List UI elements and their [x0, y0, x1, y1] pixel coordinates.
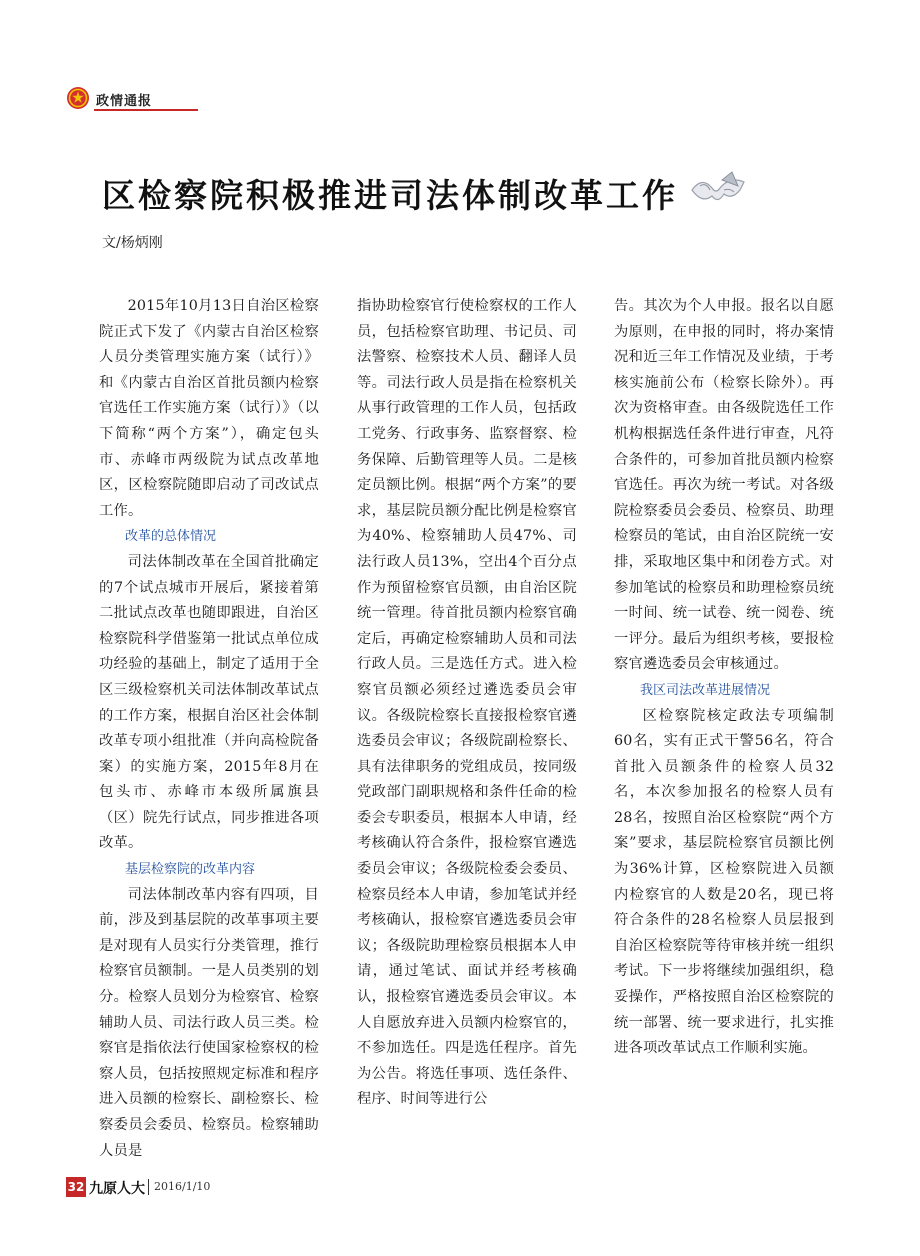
issue-date: 2016/1/10	[154, 1180, 211, 1193]
paragraph: 2015年10月13日自治区检察院正式下发了《内蒙古自治区检察人员分类管理实施方案（试行）》和《内蒙古自治区首批员额内检察官选任工作实施方案（试行）》（以下简称“两个方案”），确定包头市、赤峰市两级院为试点改革地区，区检察院随即启动了司改试点工作。	[99, 298, 319, 519]
article-byline: 文/杨炳刚	[102, 235, 163, 251]
header-rule	[94, 109, 198, 111]
subheading: 改革的总体情况	[125, 529, 217, 545]
footer-divider	[148, 1179, 149, 1195]
article-column-2	[357, 294, 577, 1113]
article-title: 区检察院积极推进司法体制改革工作	[102, 176, 678, 215]
article-column-3	[614, 294, 834, 1062]
paragraph: 指协助检察官行使检察权的工作人员，包括检察官助理、书记员、司法警察、检察技术人员、翻译人员等。司法行政人员是指在检察机关从事行政管理的工作人员，包括政工党务、行政事务、监察督察、检务保障、后勤管理等人员。二是核定员额比例。根据“两个方案”的要求，基层院员额分配比例是检察官为40%、检察辅助人员47%、司法行政人员13%，空出4个百分点作为预留检察官员额，由自治区院统一管理。待首批员额内检察官确定后，再确定检察辅助人员和司法行政人员。三是选任方式。进入检察官员额必须经过遴选委员会审议。各级院检察长直接报检察官遴选委员会审议；各级院副检察长、具有法律职务的党组成员，按同级党政部门副职规格和条件任命的检委会专职委员，根据本人申请，经考核确认符合条件，报检察官遴选委员会审议；各级院检委会委员、检察员经本人申请，参加笔试并经考核确认，报检察官遴选委员会审议；各级院助理检察员根据本人申请，通过笔试、面试并经考核确认，报检察官遴选委员会审议。本人自愿放弃进入员额内检察官的，不参加选任。四是选任程序。首先为公告。将选任事项、选任条件、程序、时间等进行公	[357, 298, 577, 1108]
trophy-ornament-icon	[688, 170, 748, 212]
subheading: 基层检察院的改革内容	[125, 862, 256, 878]
subheading: 我区司法改革进展情况	[640, 682, 771, 698]
page-number: 32	[66, 1177, 86, 1197]
section-label: 政情通报	[96, 94, 153, 109]
paragraph: 区检察院核定政法专项编制60名，实有正式干警56名，符合首批入员额条件的检察人员32名，本次参加报名的检察人员有28名，按照自治区检察院“两个方案”要求，基层院检察官员额比例为36%计算，区检察院进入员额内检察官的人数是20名，现已将符合条件的28名检察人员层报到自治区检察院等待审核并统一组织考试。下一步将继续加强组织，稳妥操作，严格按照自治区检察院的统一部署、统一要求进行，扎实推进各项改革试点工作顺利实施。	[614, 707, 834, 1057]
article-column-1	[99, 294, 319, 1164]
paragraph: 司法体制改革在全国首批确定的7个试点城市开展后，紧接着第二批试点改革也随即跟进，自治区检察院科学借鉴第一批试点单位成功经验的基础上，制定了适用于全区三级检察机关司法体制改革试点的工作方案，根据自治区社会体制改革专项小组批准（并向高检院备案）的实施方案，2015年8月在包头市、赤峰市本级所属旗县（区）院先行试点，同步推进各项改革。	[99, 553, 319, 852]
paragraph: 告。其次为个人申报。报名以自愿为原则，在申报的同时，将办案情况和近三年工作情况及业绩，于考核实施前公布（检察长除外）。再次为资格审查。由各级院选任工作机构根据选任条件进行审查，凡符合条件的，可参加首批员额内检察官选任。再次为统一考试。对各级院检察委员会委员、检察员、助理检察员的笔试，由自治区院统一安排，采取地区集中和闭卷方式。对参加笔试的检察员和助理检察员统一时间、统一试卷、统一阅卷、统一评分。最后为组织考核，要报检察官遴选委员会审核通过。	[614, 298, 834, 673]
national-emblem-icon	[66, 86, 90, 110]
magazine-name: 九原人大	[89, 1181, 145, 1197]
section-header	[66, 84, 198, 112]
paragraph: 司法体制改革内容有四项，目前，涉及到基层院的改革事项主要是对现有人员实行分类管理，推行检察官员额制。一是人员类别的划分。检察人员划分为检察官、检察辅助人员、司法行政人员三类。检察官是指依法行使国家检察权的检察人员，包括按照规定标准和程序进入员额的检察长、副检察长、检察委员会委员、检察员。检察辅助人员是	[99, 886, 319, 1159]
